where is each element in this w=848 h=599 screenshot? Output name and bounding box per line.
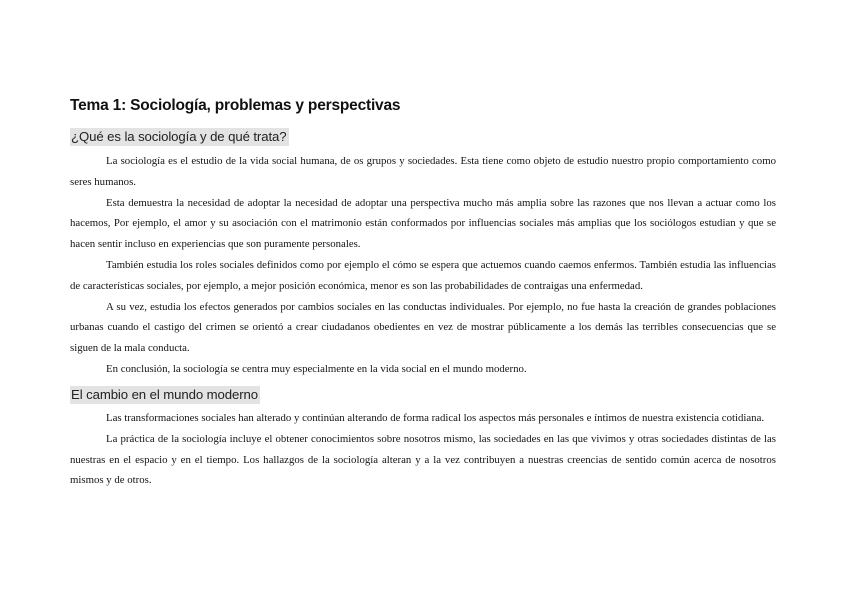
paragraph: La práctica de la sociología incluye el obtener conocimientos sobre nosotros mismo, las sociedades en las que vivimos y otras sociedades distintas de las nuestras en el espacio y en el tiempo. Los hallazgos de la sociología alteran y a la vez contribuyen a nuestras creencias de sentido común acerca de nosotros mismos y de otros. [70,432,776,487]
paragraph: La sociología es el estudio de la vida social humana, de os grupos y sociedades. Esta tiene como objeto de estudio nuestro propio comportamiento como seres humanos. [70,155,776,188]
section-body-que-es [70,151,776,380]
paragraph: En conclusión, la sociología se centra muy especialmente en la vida social en el mundo moderno. [106,362,527,375]
paragraph: También estudia los roles sociales definidos como por ejemplo el cómo se espera que actuemos cuando caemos enfermos. También estudia las influencias de características sociales, por ejemplo, a mejor posición económica, menor es son las probabilidades de contraigas una enfermedad. [70,258,776,292]
section-body-cambio [70,408,776,491]
section-heading-que-es: ¿Qué es la sociología y de qué trata? [71,129,287,144]
paragraph: Las transformaciones sociales han alterado y continúan alterando de forma radical los aspectos más personales e íntimos de nuestra existencia cotidiana. [106,412,765,424]
section-heading-cambio: El cambio en el mundo moderno [71,387,258,402]
paragraph: A su vez, estudia los efectos generados por cambios sociales en las conductas individuales. Por ejemplo, no fue hasta la creación de grandes poblaciones urbanas cuando el castigo del crimen se orientó a crear ciudadanos obedientes en vez de mostrar públicamente a los demás las terribles consecuencias que se siguen de la mala conducta. [70,300,776,355]
document-title: Tema 1: Sociología, problemas y perspectivas [70,97,401,114]
paragraph: Esta demuestra la necesidad de adoptar la necesidad de adoptar una perspectiva mucho más amplia sobre las razones que nos llevan a actuar como los hacemos, Por ejemplo, el amor y su asociación con el matrimonio están conformados por influencias sociales más amplias que los sociólogos estudian y que se hacen sentir incluso en experiencias que son puramente personales. [70,196,776,251]
